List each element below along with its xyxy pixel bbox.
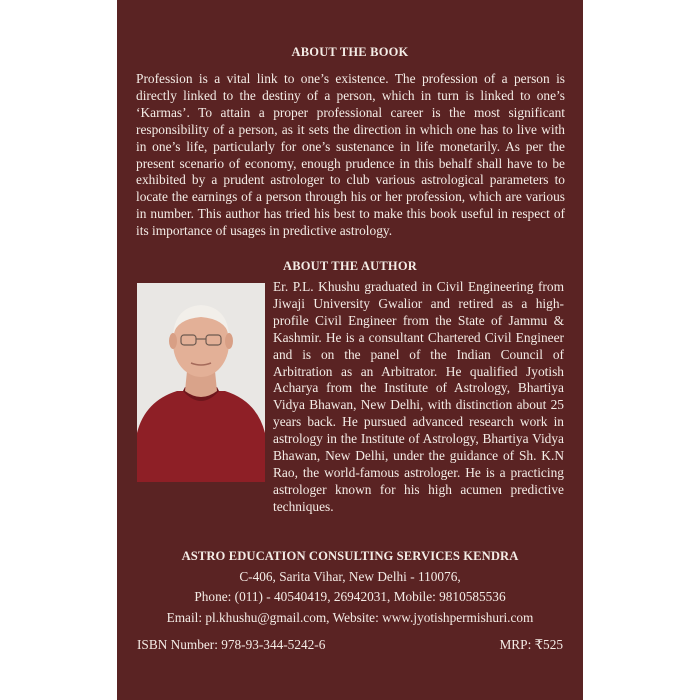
- publisher-address: C-406, Sarita Vihar, New Delhi - 110076,: [239, 568, 461, 584]
- publisher-phone: Phone: (011) - 40540419, 26942031, Mobile: 9810585536: [194, 589, 506, 604]
- publisher-info: [117, 546, 583, 628]
- isbn-number: ISBN Number: 978-93-344-5242-6: [137, 637, 326, 652]
- publisher-contact: Email: pl.khushu@gmail.com, Website: www.jyotishpermishuri.com: [166, 609, 534, 625]
- author-photo: [137, 283, 265, 482]
- publisher-name: ASTRO EDUCATION CONSULTING SERVICES KENDRA: [181, 549, 519, 563]
- book-back-cover: [117, 0, 583, 700]
- about-author-heading: ABOUT THE AUTHOR: [282, 259, 418, 273]
- about-book-heading: ABOUT THE BOOK: [291, 45, 409, 59]
- about-book-text: Profession is a vital link to one’s existence. The profession of a person is directly linked to the destiny of a person, which in turn is linked to one’s ‘Karmas’. To attain a proper professional career is the most significant responsibility of a person, as it sets the direction in which one has to live with in one’s life, particularly for one’s sustenance in life monetarily. As per the present scenario of economy, enough prudence in this behalf shall have to be exhibited by a prudent astrologer to club various astrological parameters to locate the earnings of a person through his or her profession, which are various in number. This author has tried his best to make this book useful in respect of its importance of usages in predictive astrology.: [136, 71, 565, 239]
- about-author-text: Er. P.L. Khushu graduated in Civil Engineering from Jiwaji University Gwalior and retired as a high-profile Civil Engineer from the State of Jammu & Kashmir. He is a consultant Chartered Civil Engineer and is on the panel of the Indian Council of Arbitration as an Arbitrator. He qualified Jyotish Acharya from the Institute of Astrology, Bhartiya Vidya Bhawan, New Delhi, with distinction about 25 years back. He pursued advanced research work in astrology in the Institute of Astrology, Bhartiya Vidya Bhawan, New Delhi, under the guidance of Sh. K.N Rao, the world-famous astrologer. He is a practicing astrologer known for his high acumen predictive techniques.: [273, 279, 564, 514]
- mrp-price: MRP: ₹525: [499, 637, 563, 652]
